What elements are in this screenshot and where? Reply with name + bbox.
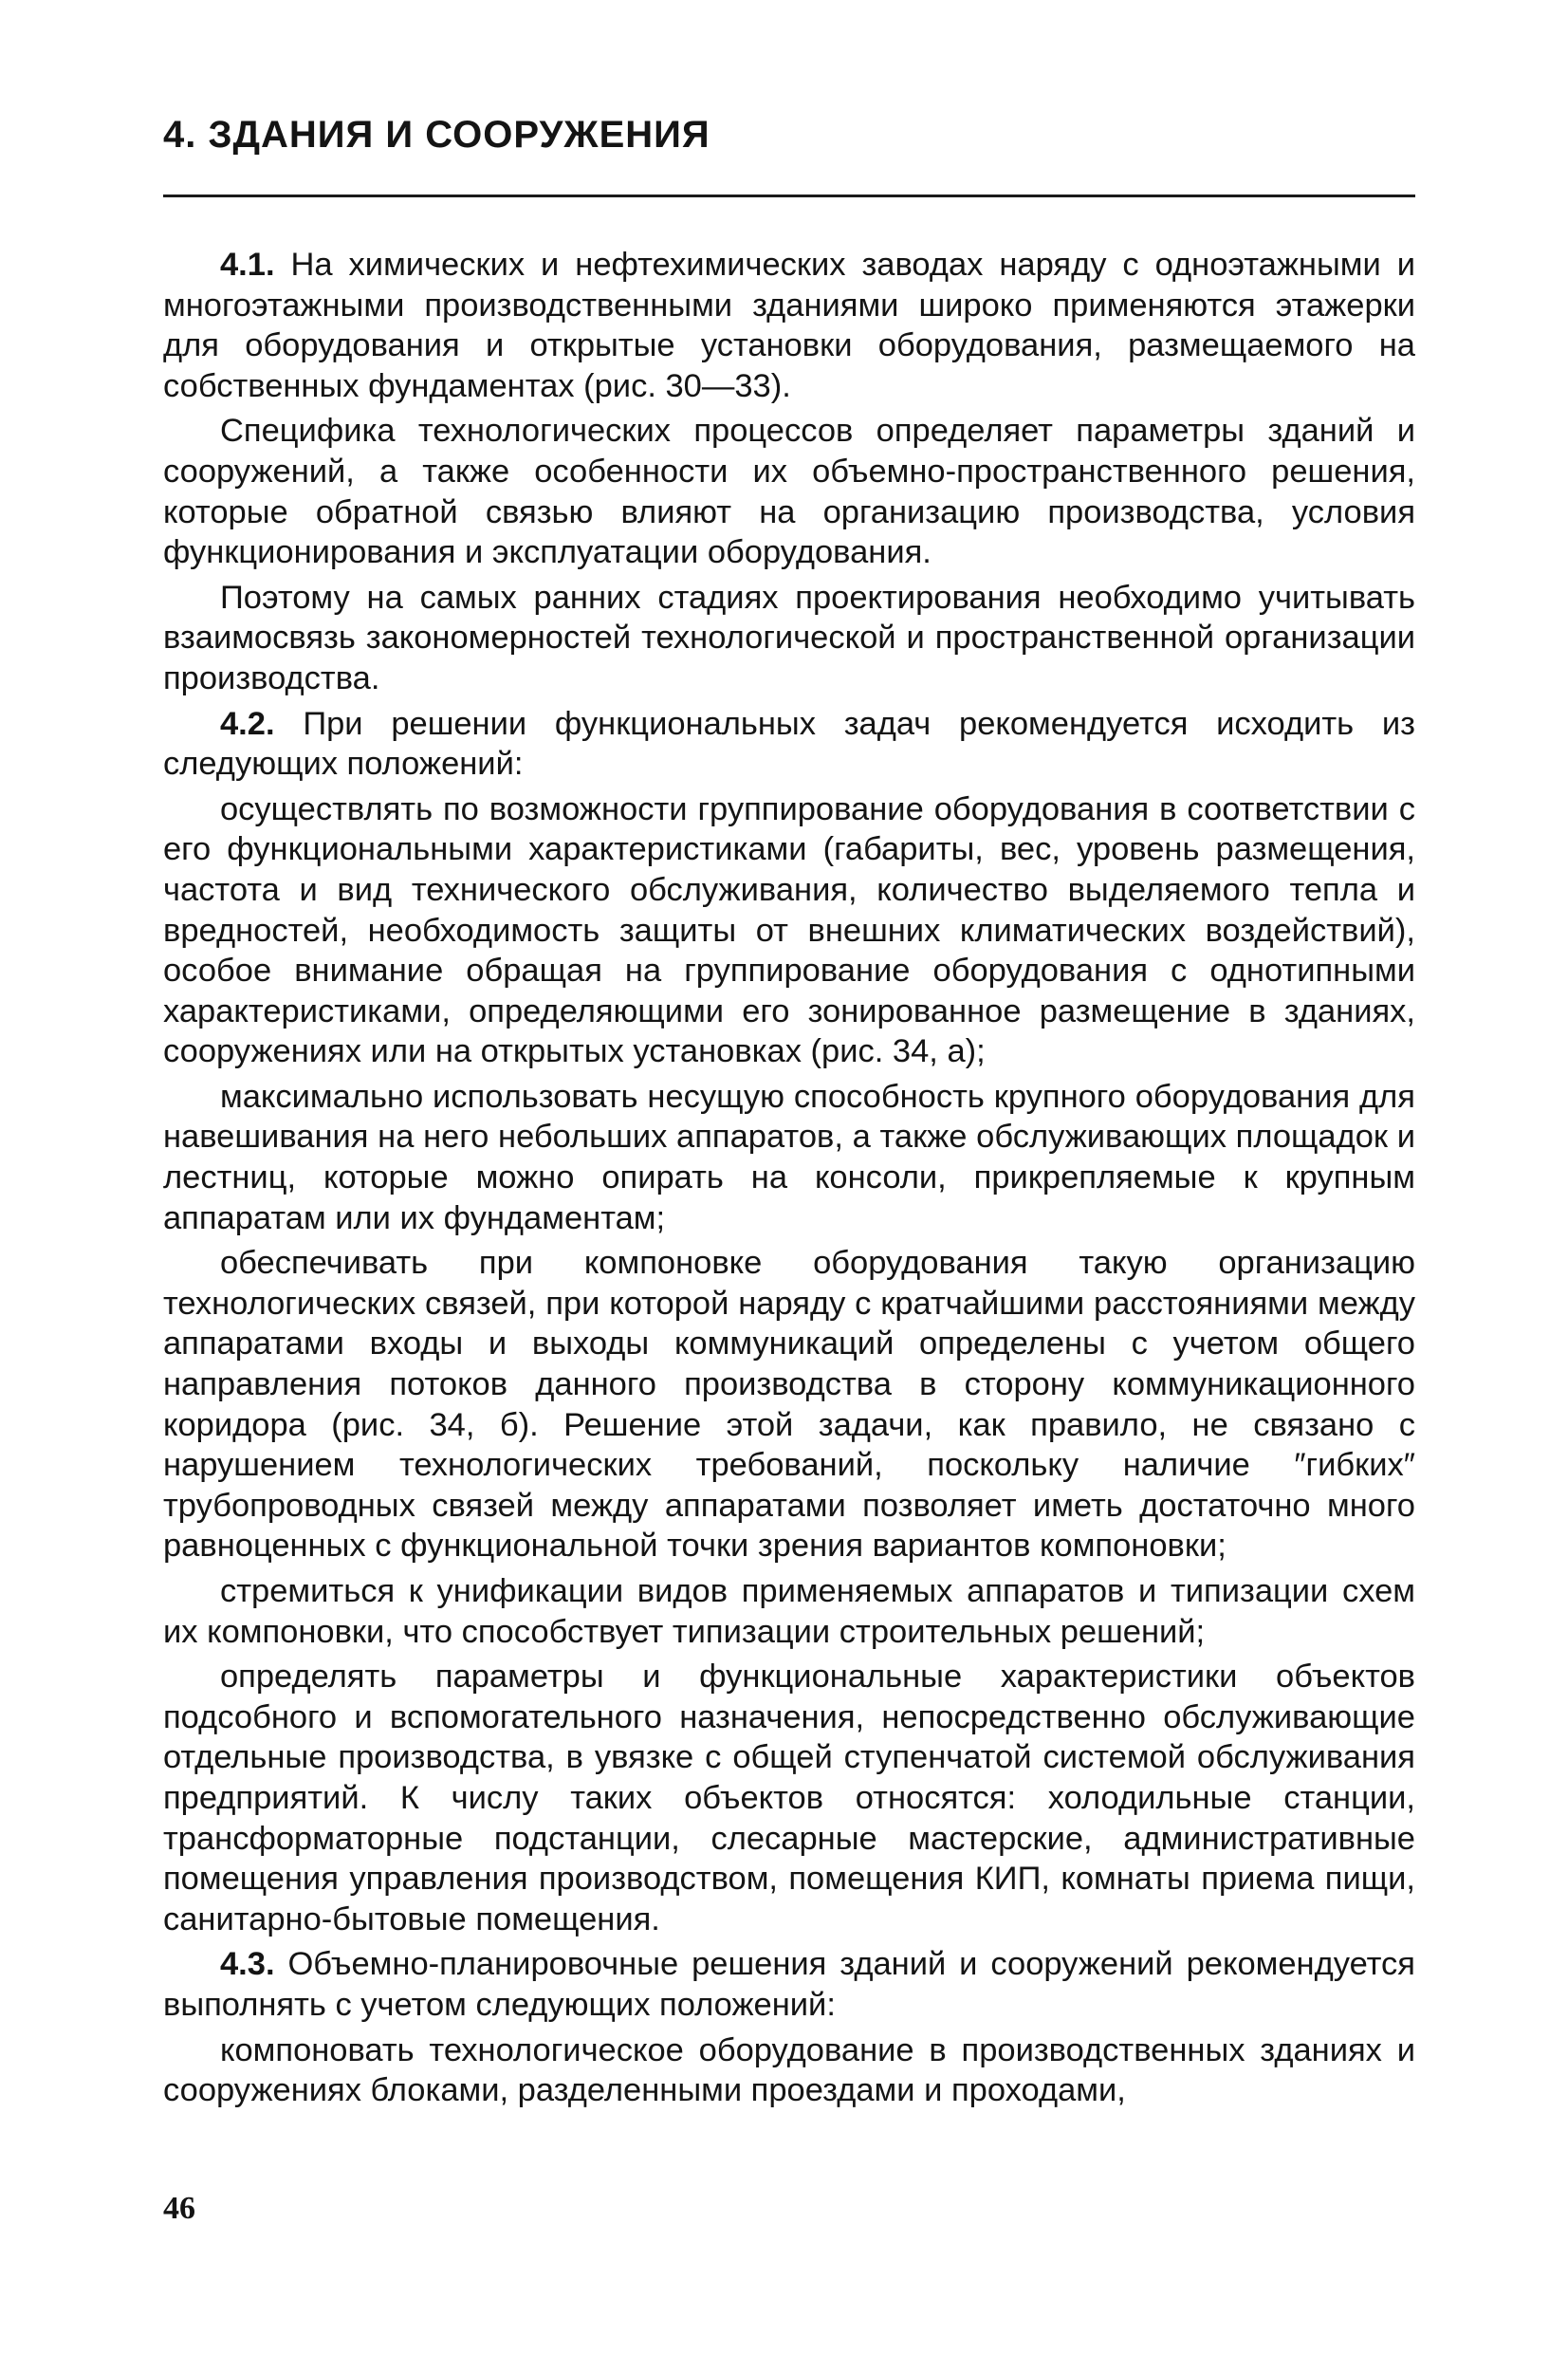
section-number: 4.2.: [220, 705, 275, 742]
paragraph-text: При решении функциональных задач рекомендуется исходить из следующих положений:: [163, 705, 1415, 783]
paragraph-text: максимально использовать несущую способность крупного оборудования для навешивания на него небольших аппаратов, а также обслуживающих площадок и лестниц, которые можно опирать на консоли, прикрепляемые к крупным аппаратам или их фундаментам;: [163, 1078, 1415, 1236]
page-number: 46: [163, 2191, 195, 2226]
paragraph-text: Объемно-планировочные решения зданий и сооружений рекомендуется выполнять с учетом следующих положений:: [163, 1946, 1415, 2023]
list-item: [163, 1077, 1415, 1238]
paragraph: [163, 411, 1415, 572]
paragraph-text: компоновать технологическое оборудование в производственных зданиях и сооружениях блоками, разделенными проездами и проходами,: [163, 2031, 1415, 2109]
paragraph-4-1: [163, 245, 1415, 406]
paragraph-text: Поэтому на самых ранних стадиях проектирования необходимо учитывать взаимосвязь закономерностей технологической и пространственной организации производства.: [163, 579, 1415, 696]
section-number: 4.1.: [220, 247, 275, 283]
chapter-title: 4. ЗДАНИЯ И СООРУЖЕНИЯ: [163, 114, 710, 156]
title-divider: [163, 195, 1415, 197]
paragraph-text: определять параметры и функциональные характеристики объектов подсобного и вспомогательного назначения, непосредственно обслуживающие отдельные производства, в увязке с общей ступенчатой системой обслуживания предприятий. К числу таких объектов относятся: холодильные станции, трансформаторные подстанции, слесарные мастерские, административные помещения управления производством, помещения КИП, комнаты приема пищи, санитарно-бытовые помещения.: [163, 1659, 1415, 1937]
paragraph-4-2: [163, 704, 1415, 785]
paragraph-text: обеспечивать при компоновке оборудования такую организацию технологических связей, при которой наряду с кратчайшими расстояниями между аппаратами входы и выходы коммуникаций определены с учетом общего направления потоков данного производства в сторону коммуникационного коридора (рис. 34, б). Решение этой задачи, как правило, не связано с нарушением технологических требований, поскольку наличие ″гибких″ трубопроводных связей между аппаратами позволяет иметь достаточно много равноценных с функциональной точки зрения вариантов компоновки;: [163, 1245, 1415, 1565]
list-item: [163, 789, 1415, 1072]
list-item: [163, 1571, 1415, 1652]
list-item: [163, 1657, 1415, 1939]
body-text: [163, 245, 1415, 2111]
paragraph-text: осуществлять по возможности группирование оборудования в соответствии с его функциональными характеристиками (габариты, вес, уровень размещения, частота и вид технического обслуживания, количество выделяемого тепла и вредностей, необходимость защиты от внешних климатических воздействий), особое внимание обращая на группирование оборудования с однотипными характеристиками, определяющими его зонированное размещение в зданиях, сооружениях или на открытых установках (рис. 34, а);: [163, 790, 1415, 1070]
paragraph-text: На химических и нефтехимических заводах наряду с одноэтажными и многоэтажными производственными зданиями широко применяются этажерки для оборудования и открытые установки оборудования, размещаемого на собственных фундаментах (рис. 30—33).: [163, 247, 1415, 404]
list-item: [163, 1243, 1415, 1566]
paragraph-text: стремиться к унификации видов применяемых аппаратов и типизации схем их компоновки, что способствует типизации строительных решений;: [163, 1573, 1415, 1650]
section-number: 4.3.: [220, 1946, 275, 1983]
list-item: [163, 2030, 1415, 2111]
paragraph-text: Специфика технологических процессов определяет параметры зданий и сооружений, а также особенности их объемно-пространственного решения, которые обратной связью влияют на организацию производства, условия функционирования и эксплуатации оборудования.: [163, 413, 1415, 571]
paragraph-4-3: [163, 1944, 1415, 2025]
paragraph: [163, 578, 1415, 699]
